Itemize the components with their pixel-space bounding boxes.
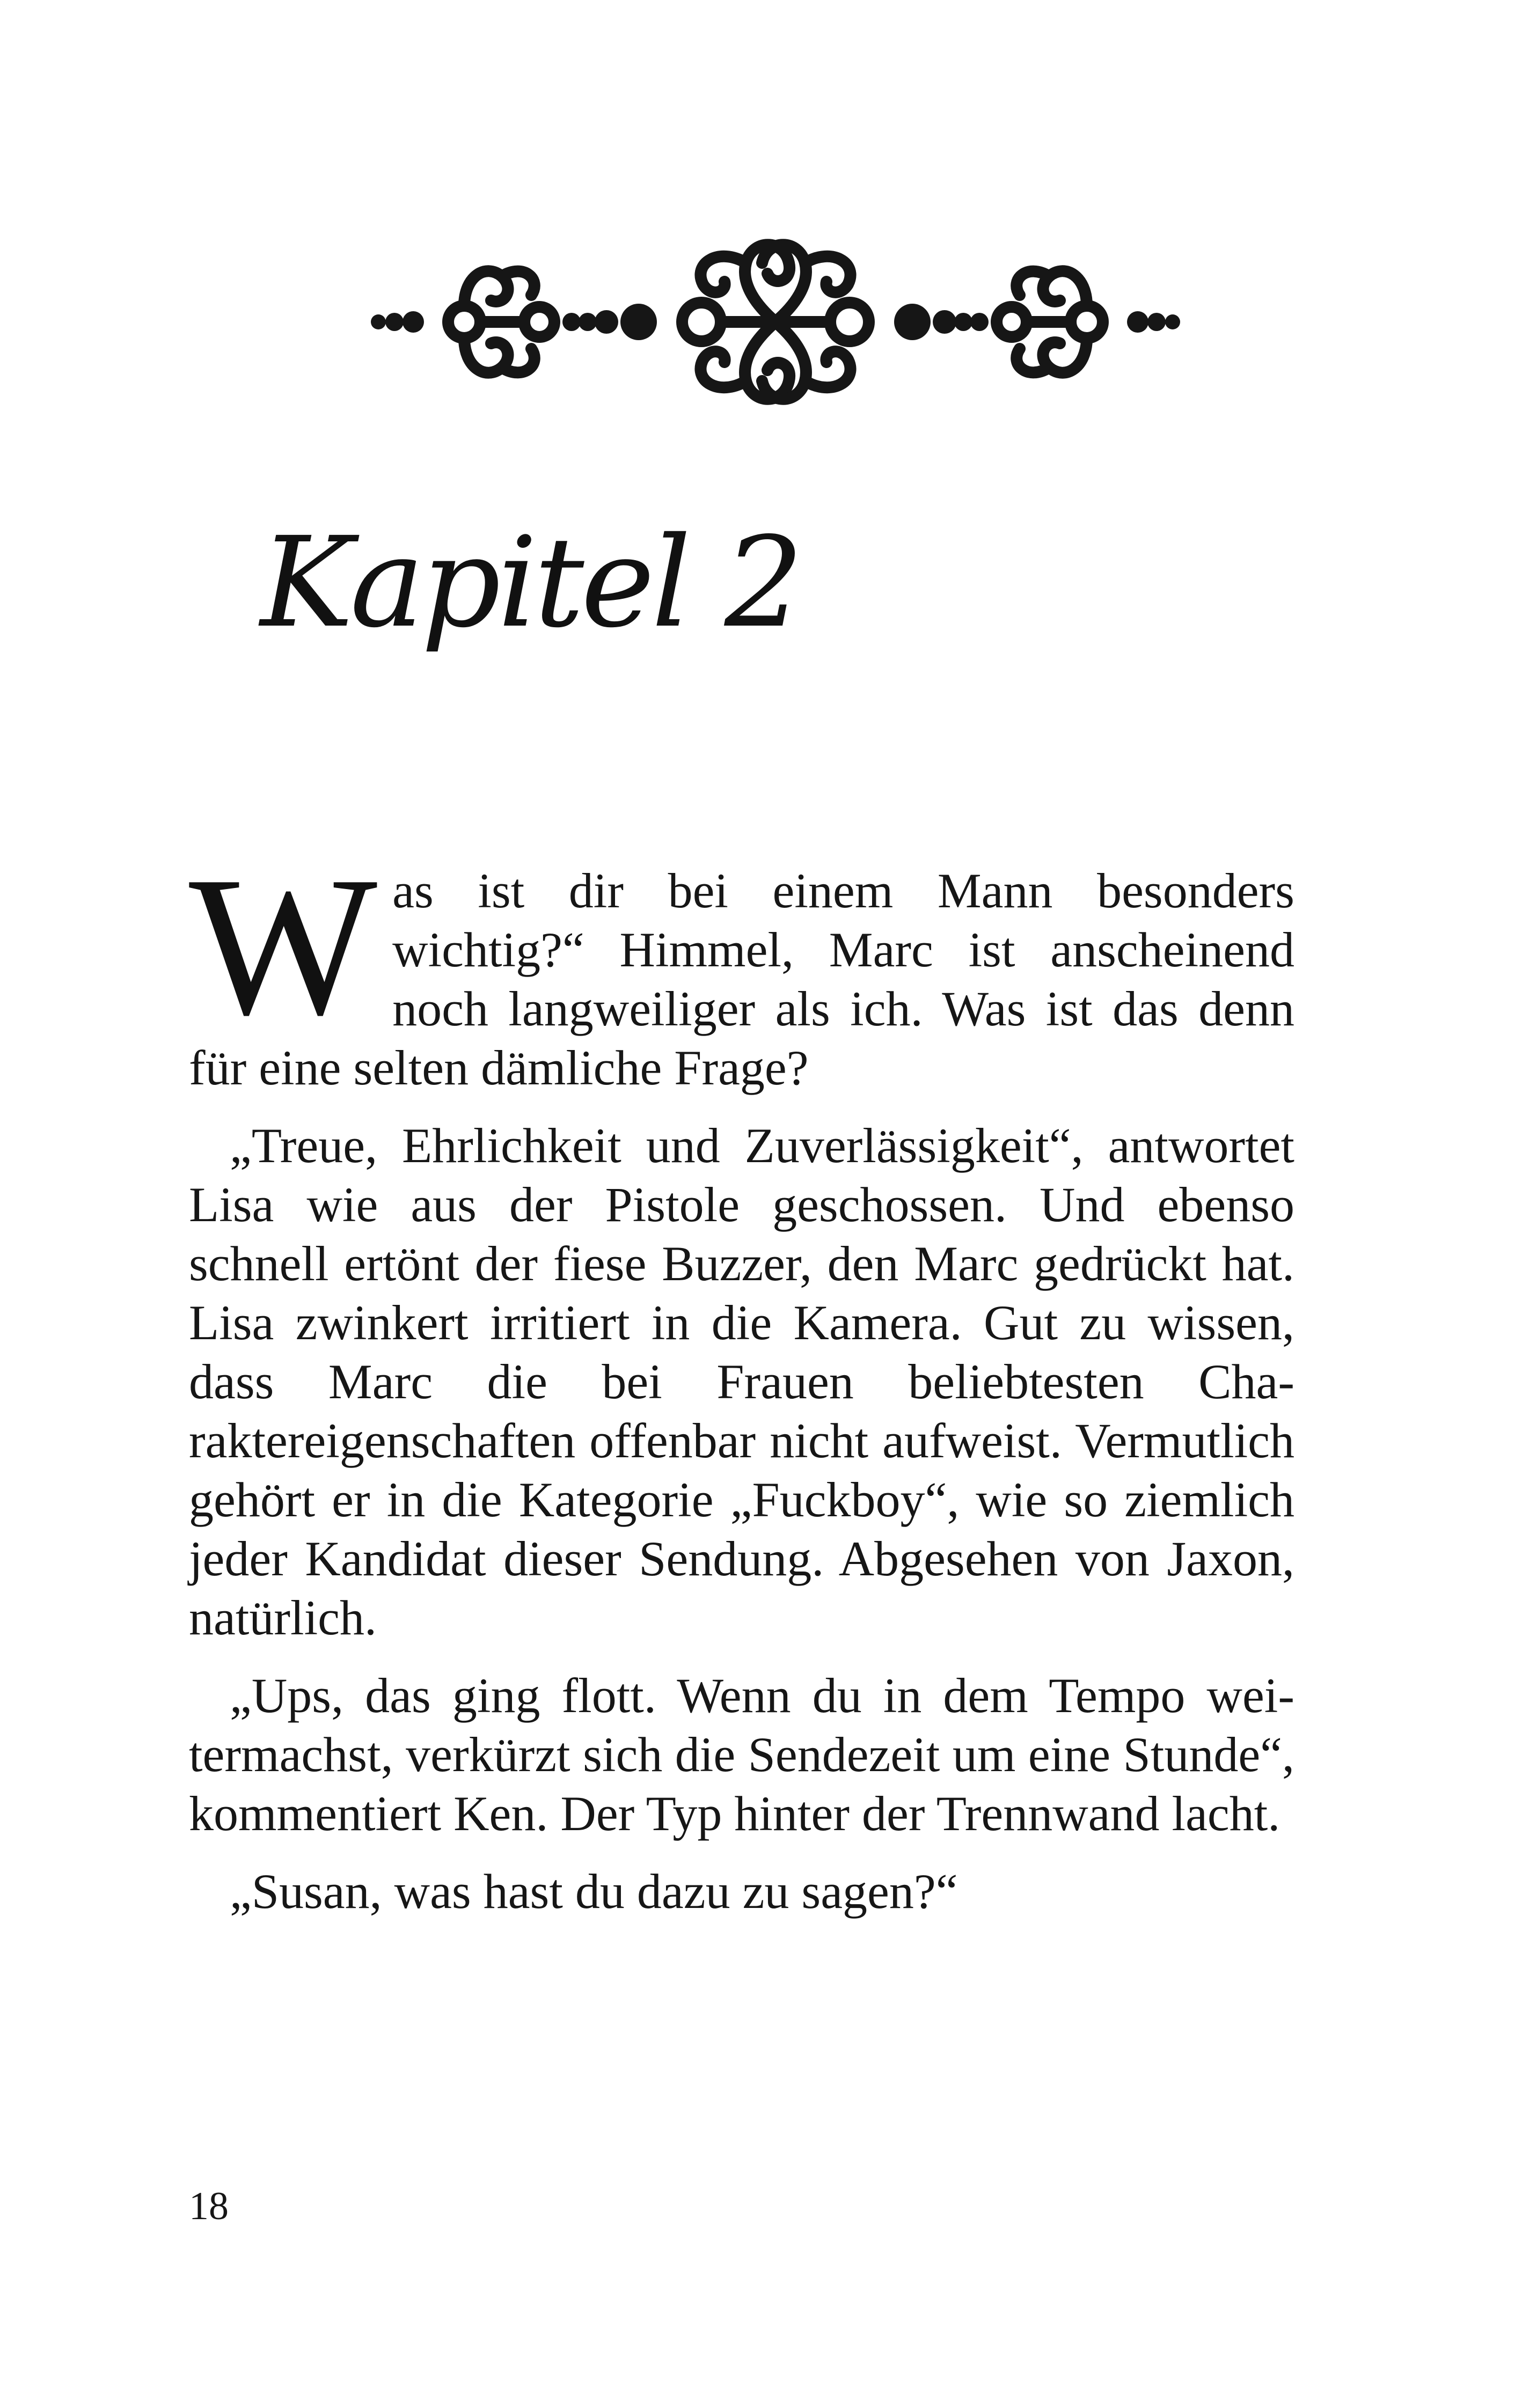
paragraph-4: „Susan, was hast du dazu zu sagen?“ [230, 1864, 958, 1919]
flourish-divider-icon [370, 225, 1181, 419]
chapter-title: Kapitel 2 [260, 510, 801, 655]
chapter-body [189, 836, 1294, 1940]
paragraph-3: „Ups, das ging flott. Wenn du in dem Tempo weitermachst, verkürzt sich die Sendezeit um eine Stunde“, kommentiert Ken. Der Typ hinter der Trennwand lacht. [189, 1668, 1294, 1841]
drop-cap: W [189, 836, 378, 1056]
page-number: 18 [189, 2184, 229, 2228]
paragraph-2: „Treue, Ehrlichkeit und Zuverlässigkeit“, antwortet Lisa wie aus der Pistole geschossen. Und ebenso schnell ertönt der fiese Buzzer, den Marc gedrückt hat. Lisa zwinkert irritiert in die Kamera. Gut zu wissen, dass Marc die bei Frauen beliebtesten Charaktereigenschaften offenbar nicht aufweist. Vermutlich gehört er in die Kategorie „Fuckboy“, wie so ziemlich jeder Kandidat dieser Sendung. Abgesehen von Jaxon, natürlich. [189, 1118, 1294, 1645]
paragraph-1 [189, 836, 1294, 1097]
paragraph-1-text: as ist dir bei einem Mann besonders wichtig?“ Himmel, Marc ist anscheinend noch langweiliger als ich. Was ist das denn für eine selten dämliche Frage? [189, 863, 1294, 1095]
